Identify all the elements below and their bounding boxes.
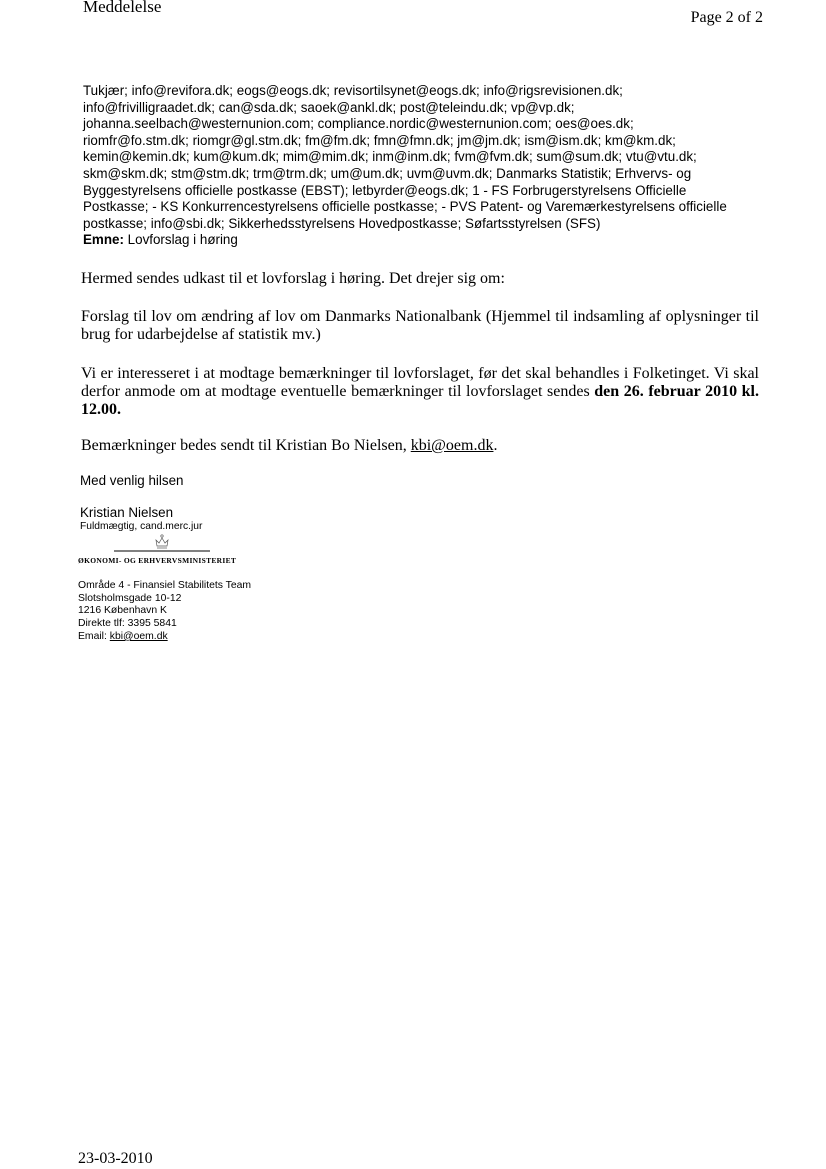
deadline-paragraph <box>81 365 759 419</box>
deadline-date: den 26. februar 2010 kl. 12.00. <box>81 383 759 418</box>
contact-period: . <box>493 437 498 454</box>
intro-paragraph: Hermed sendes udkast til et lovforslag i høring. Det drejer sig om: <box>81 270 505 287</box>
footer-date: 23-03-2010 <box>78 1150 153 1167</box>
contact-text: Bemærkninger bedes sendt til Kristian Bo Nielsen, <box>81 437 411 454</box>
subject-label: Emne: <box>83 232 124 248</box>
recipient-line: kemin@kemin.dk; kum@kum.dk; mim@mim.dk; inm@inm.dk; fvm@fvm.dk; sum@sum.dk; vtu@vtu.dk; <box>83 149 697 165</box>
crown-crest-icon <box>112 532 212 558</box>
address-line: Område 4 - Finansiel Stabilitets Team <box>78 580 252 591</box>
recipient-line: Postkasse; - KS Konkurrencestyrelsens officielle postkasse; - PVS Patent- og Varemærkestyrelsens officielle <box>83 199 727 215</box>
bill-title-paragraph: Forslag til lov om ændring af lov om Danmarks Nationalbank (Hjemmel til indsamling af oplysninger til brug for udarbejdelse af statistik mv.) <box>81 308 759 343</box>
signature-email-link[interactable]: kbi@oem.dk <box>109 630 168 642</box>
recipient-line: Byggestyrelsens officielle postkasse (EBST); letbyrder@eogs.dk; 1 - FS Forbrugerstyrelsens Officielle <box>83 182 687 198</box>
address-line: Slotsholmsgade 10-12 <box>78 592 182 604</box>
recipient-line: johanna.seelbach@westernunion.com; compliance.nordic@westernunion.com; oes@oes.dk; <box>83 116 634 132</box>
contact-email-link[interactable]: kbi@oem.dk <box>410 437 494 454</box>
ministry-logo-text: ØKONOMI- OG ERHVERVSMINISTERIET <box>78 556 237 565</box>
phone-line: Direkte tlf: 3395 5841 <box>78 618 177 630</box>
page-number: Page 2 of 2 <box>690 9 763 26</box>
closing-greeting: Med venlig hilsen <box>80 473 184 488</box>
recipient-line: postkasse; info@sbi.dk; Sikkerhedsstyrelsens Hovedpostkasse; Søfartsstyrelsen (SFS) <box>83 215 601 231</box>
recipient-list <box>83 83 763 249</box>
document-title: Meddelelse <box>83 0 162 16</box>
signer-title: Fuldmægtig, cand.merc.jur <box>80 521 203 532</box>
recipient-line: skm@skm.dk; stm@stm.dk; trm@trm.dk; um@um.dk; uvm@uvm.dk; Danmarks Statistik; Erhvervs- og <box>83 165 692 181</box>
recipient-line: info@frivilligraadet.dk; can@sda.dk; saoek@ankl.dk; post@teleindu.dk; vp@vp.dk; <box>83 99 575 115</box>
recipient-line: riomfr@fo.stm.dk; riomgr@gl.stm.dk; fm@fm.dk; fmn@fmn.dk; jm@jm.dk; ism@ism.dk; km@km.dk; <box>83 132 676 148</box>
signer-name: Kristian Nielsen <box>80 505 174 520</box>
subject-text: Lovforslag i høring <box>127 232 238 248</box>
subject-line <box>83 232 763 249</box>
address-line: 1216 København K <box>78 605 167 617</box>
deadline-text: Vi er interesseret i at modtage bemærkninger til lovforslaget, før det skal behandles i Folketinget. Vi skal derfor anmode om at modtage eventuelle bemærkninger til lovforslaget sendes <box>81 365 759 400</box>
contact-paragraph <box>81 437 759 455</box>
email-label: Email: <box>78 630 110 642</box>
email-line <box>78 631 251 644</box>
recipient-line: Tukjær; info@revifora.dk; eogs@eogs.dk; revisortilsynet@eogs.dk; info@rigsrevisionen.dk; <box>83 83 623 98</box>
signature-address <box>78 580 251 644</box>
